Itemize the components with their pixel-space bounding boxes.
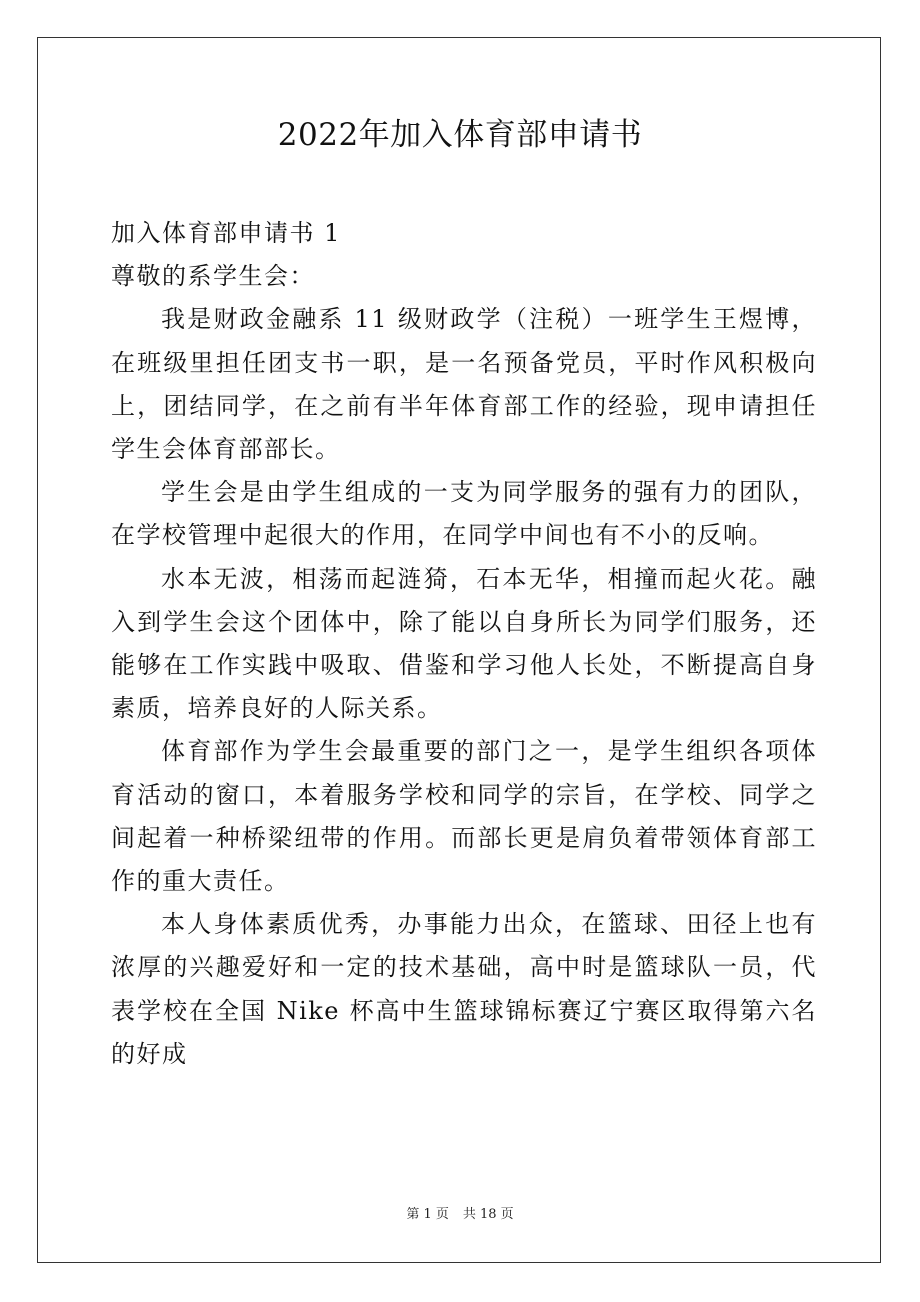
paragraph: 本人身体素质优秀，办事能力出众，在篮球、田径上也有浓厚的兴趣爱好和一定的技术基础，高中时是篮球队一员，代表学校在全国 Nike 杯高中生篮球锦标赛辽宁赛区取得第六名的好成 xyxy=(111,910,817,1068)
page-total: 共 18 页 xyxy=(462,1207,514,1222)
salutation: 尊敬的系学生会： xyxy=(111,262,315,291)
paragraph: 水本无波，相荡而起涟猗，石本无华，相撞而起火花。融入到学生会这个团体中，除了能以自身所长为同学们服务，还能够在工作实践中吸取、借鉴和学习他人长处，不断提高自身素质，培养良好的人际关系。 xyxy=(111,564,817,723)
paragraph: 体育部作为学生会最重要的部门之一，是学生组织各项体育活动的窗口，本着服务学校和同学的宗旨，在学校、同学之间起着一种桥梁纽带的作用。而部长更是肩负着带领体育部工作的重大责任。 xyxy=(111,737,817,896)
paragraph: 学生会是由学生组成的一支为同学服务的强有力的团队，在学校管理中起很大的作用，在同学中间也有不小的反响。 xyxy=(111,478,817,550)
paragraph: 我是财政金融系 11 级财政学（注税）一班学生王煜博，在班级里担任团支书一职，是一名预备党员，平时作风积极向上，团结同学，在之前有半年体育部工作的经验，现申请担任学生会体育部部长。 xyxy=(111,305,817,464)
section-heading: 加入体育部申请书 1 xyxy=(111,219,341,247)
page-footer xyxy=(0,1206,920,1224)
page-number: 第 1 页 xyxy=(406,1207,449,1222)
document-title: 2022年加入体育部申请书 xyxy=(277,117,643,153)
document-body xyxy=(111,212,817,1076)
